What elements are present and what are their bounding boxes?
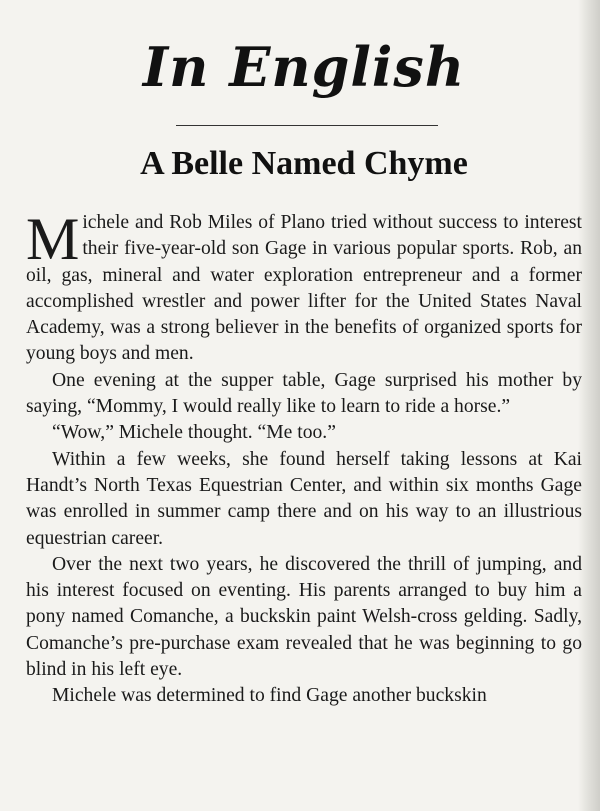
paragraph-5: Over the next two years, he discovered the thrill of jumping, and his interest focused on eventing. His parents arranged to buy him a pony named Comanche, a buckskin paint Welsh-cross gelding. Sadly, Comanche’s pre-purchase exam revealed that he was beginning to go blind in his left eye. <box>26 553 582 681</box>
article-title: A Belle Named Chyme <box>140 145 468 182</box>
section-heading: In English <box>142 35 466 99</box>
heading-divider <box>176 125 438 126</box>
paragraph-4: Within a few weeks, she found herself taking lessons at Kai Handt’s North Texas Equestrian Center, and within six months Gage was enrolled in summer camp there and on his way to an illustrious equestrian career. <box>26 448 582 549</box>
paragraph-6: Michele was determined to find Gage another buckskin <box>52 685 487 707</box>
article-body <box>26 206 582 710</box>
paragraph-3: “Wow,” Michele thought. “Me too.” <box>52 422 336 444</box>
drop-cap: M <box>26 206 80 272</box>
paragraph-1-text: ichele and Rob Miles of Plano tried without success to interest their five-year-old son Gage in various popular sports. Rob, an oil, gas, mineral and water exploration entrepreneur and a former accomplished wrestler and power lifter for the United States Naval Academy, was a strong believer in the benefits of organized sports for young boys and men. <box>26 212 582 365</box>
magazine-page <box>26 0 582 811</box>
paragraph-2: One evening at the supper table, Gage surprised his mother by saying, “Mommy, I would really like to learn to ride a horse.” <box>26 369 582 418</box>
paragraph-1 <box>26 206 582 368</box>
